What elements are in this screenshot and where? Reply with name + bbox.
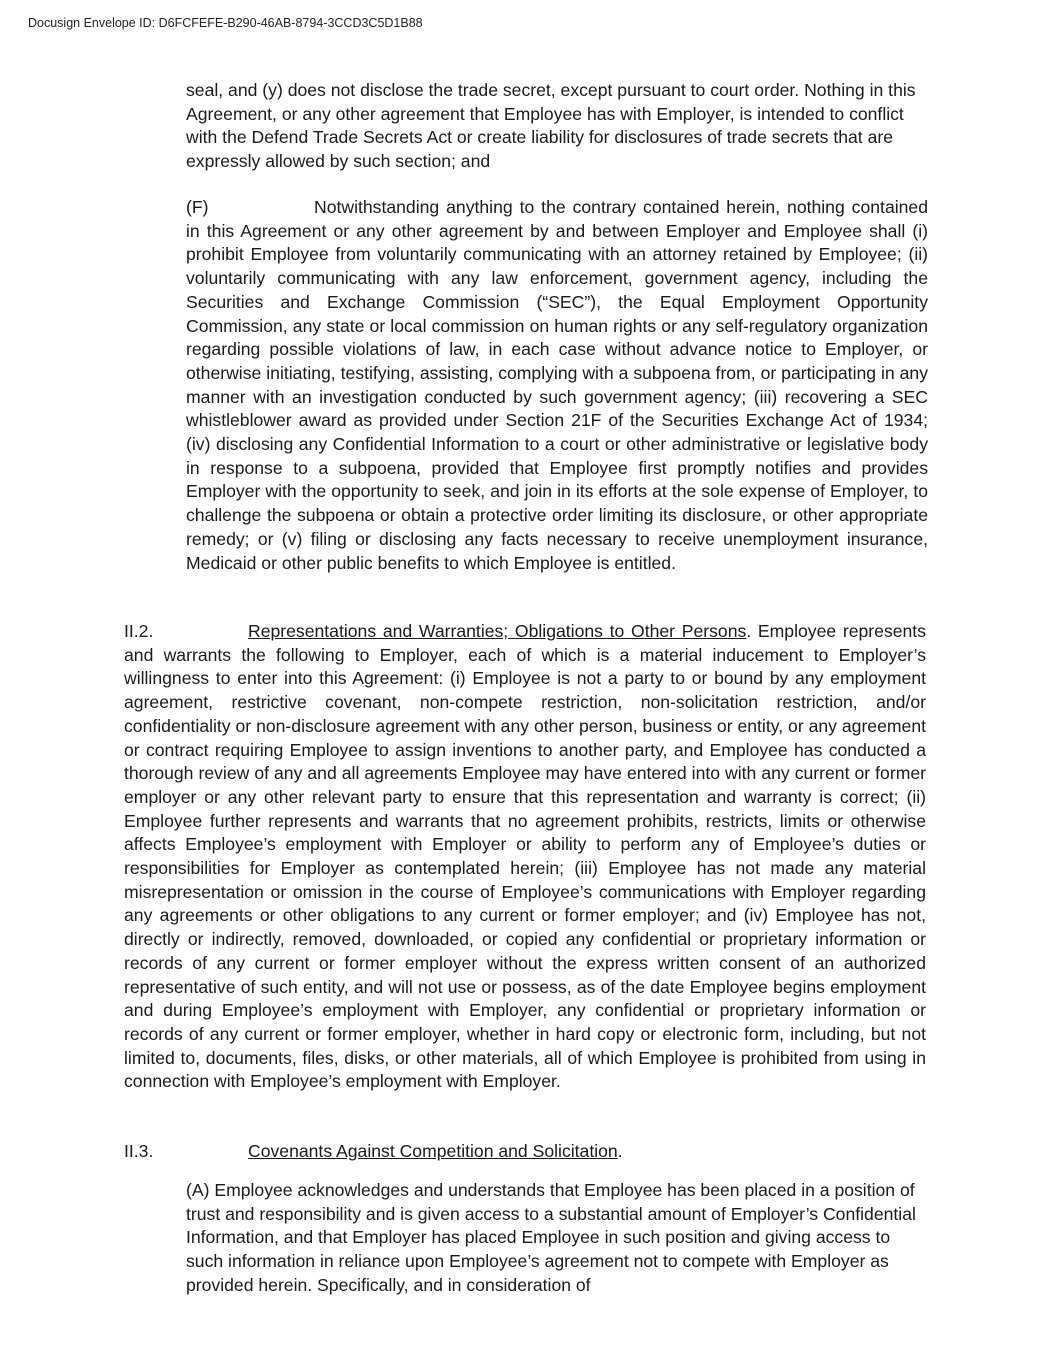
section-3-period: . — [617, 1141, 623, 1161]
section-2 — [124, 620, 926, 1094]
paragraph-f-text: Notwithstanding anything to the contrary contained herein, nothing contained in this Agreement or any other agreement by and between Employer and Employee shall (i) prohibit Employee from voluntarily communicating with an attorney retained by Employee; (ii) voluntarily communicating with any law enforcement, government agency, including the Securities and Exchange Commission (“SEC”), the Equal Employment Opportunity Commission, any state or local commission on human rights or any self-regulatory organization regarding possible violations of law, in each case without advance notice to Employer, or otherwise initiating, testifying, assisting, complying with a subpoena from, or participating in any manner with an investigation conducted by such government agency; (iii) recovering a SEC whistleblower award as provided under Section 21F of the Securities Exchange Act of 1934; (iv) disclosing any Confidential Information to a court or other administrative or legislative body in response to a subpoena, provided that Employee first promptly notifies and provides Employer with the opportunity to seek, and join in its efforts at the sole expense of Employer, to challenge the subpoena or obtain a protective order limiting its disclosure, or other appropriate remedy; or (v) filing or disclosing any facts necessary to receive unemployment insurance, Medicaid or other public benefits to which Employee is entitled. — [186, 197, 928, 573]
section-2-text: . Employee represents and warrants the following to Employer, each of which is a material inducement to Employer’s willingness to enter into this Agreement: (i) Employee is not a party to or bound by any employment agreement, restrictive covenant, non-compete restriction, non-solicitation restriction, and/or confidentiality or non-disclosure agreement with any other person, business or entity, or any agreement or contract requiring Employee to assign inventions to another party, and Employee has conducted a thorough review of any and all agreements Employee may have entered into with any current or former employer or any other relevant party to ensure that this representation and warranty is correct; (ii) Employee further represents and warrants that no agreement prohibits, restricts, limits or otherwise affects Employee’s employment with Employer or ability to perform any of Employee’s duties or responsibilities for Employer as contemplated herein; (iii) Employee has not made any material misrepresentation or omission in the course of Employee’s communications with Employer regarding any agreements or other obligations to any current or former employer; and (iv) Employee has not, directly or indirectly, removed, downloaded, or copied any confidential or proprietary information or records of any current or former employer without the express written consent of an authorized representative of such entity, and will not use or possess, as of the date Employee begins employment and during Employee’s employment with Employer, any confidential or proprietary information or records of any current or former employer, whether in hard copy or electronic form, including, but not limited to, documents, files, disks, or other materials, all of which Employee is prohibited from using in connection with Employee’s employment with Employer. — [124, 621, 926, 1092]
section-2-heading: Representations and Warranties; Obligations to Other Persons — [248, 621, 747, 641]
paragraph-f-number: (F) — [186, 197, 209, 217]
paragraph-a: (A) Employee acknowledges and understands that Employee has been placed in a position of trust and responsibility and is given access to a substantial amount of Employer’s Confidential Information, and that Employer has placed Employee in such position and giving access to such information in reliance upon Employee’s agreement not to compete with Employer as provided herein. Specifically, and in consideration of — [186, 1180, 916, 1295]
section-3-heading-line — [124, 1140, 623, 1164]
section-3-number: II.3. — [124, 1141, 154, 1161]
section-3-heading: Covenants Against Competition and Solicitation — [248, 1141, 618, 1161]
paragraph-trade-secrets: seal, and (y) does not disclose the trade secret, except pursuant to court order. Nothing in this Agreement, or any other agreement that Employee has with Employer, is intended to conflict with the Defend Trade Secrets Act or create liability for disclosures of trade secrets that are expressly allowed by such section; and — [186, 80, 916, 172]
section-2-number: II.2. — [124, 621, 154, 641]
envelope-id: Docusign Envelope ID: D6FCFEFE-B290-46AB-8794-3CCD3C5D1B88 — [28, 16, 423, 30]
paragraph-f — [186, 196, 928, 575]
